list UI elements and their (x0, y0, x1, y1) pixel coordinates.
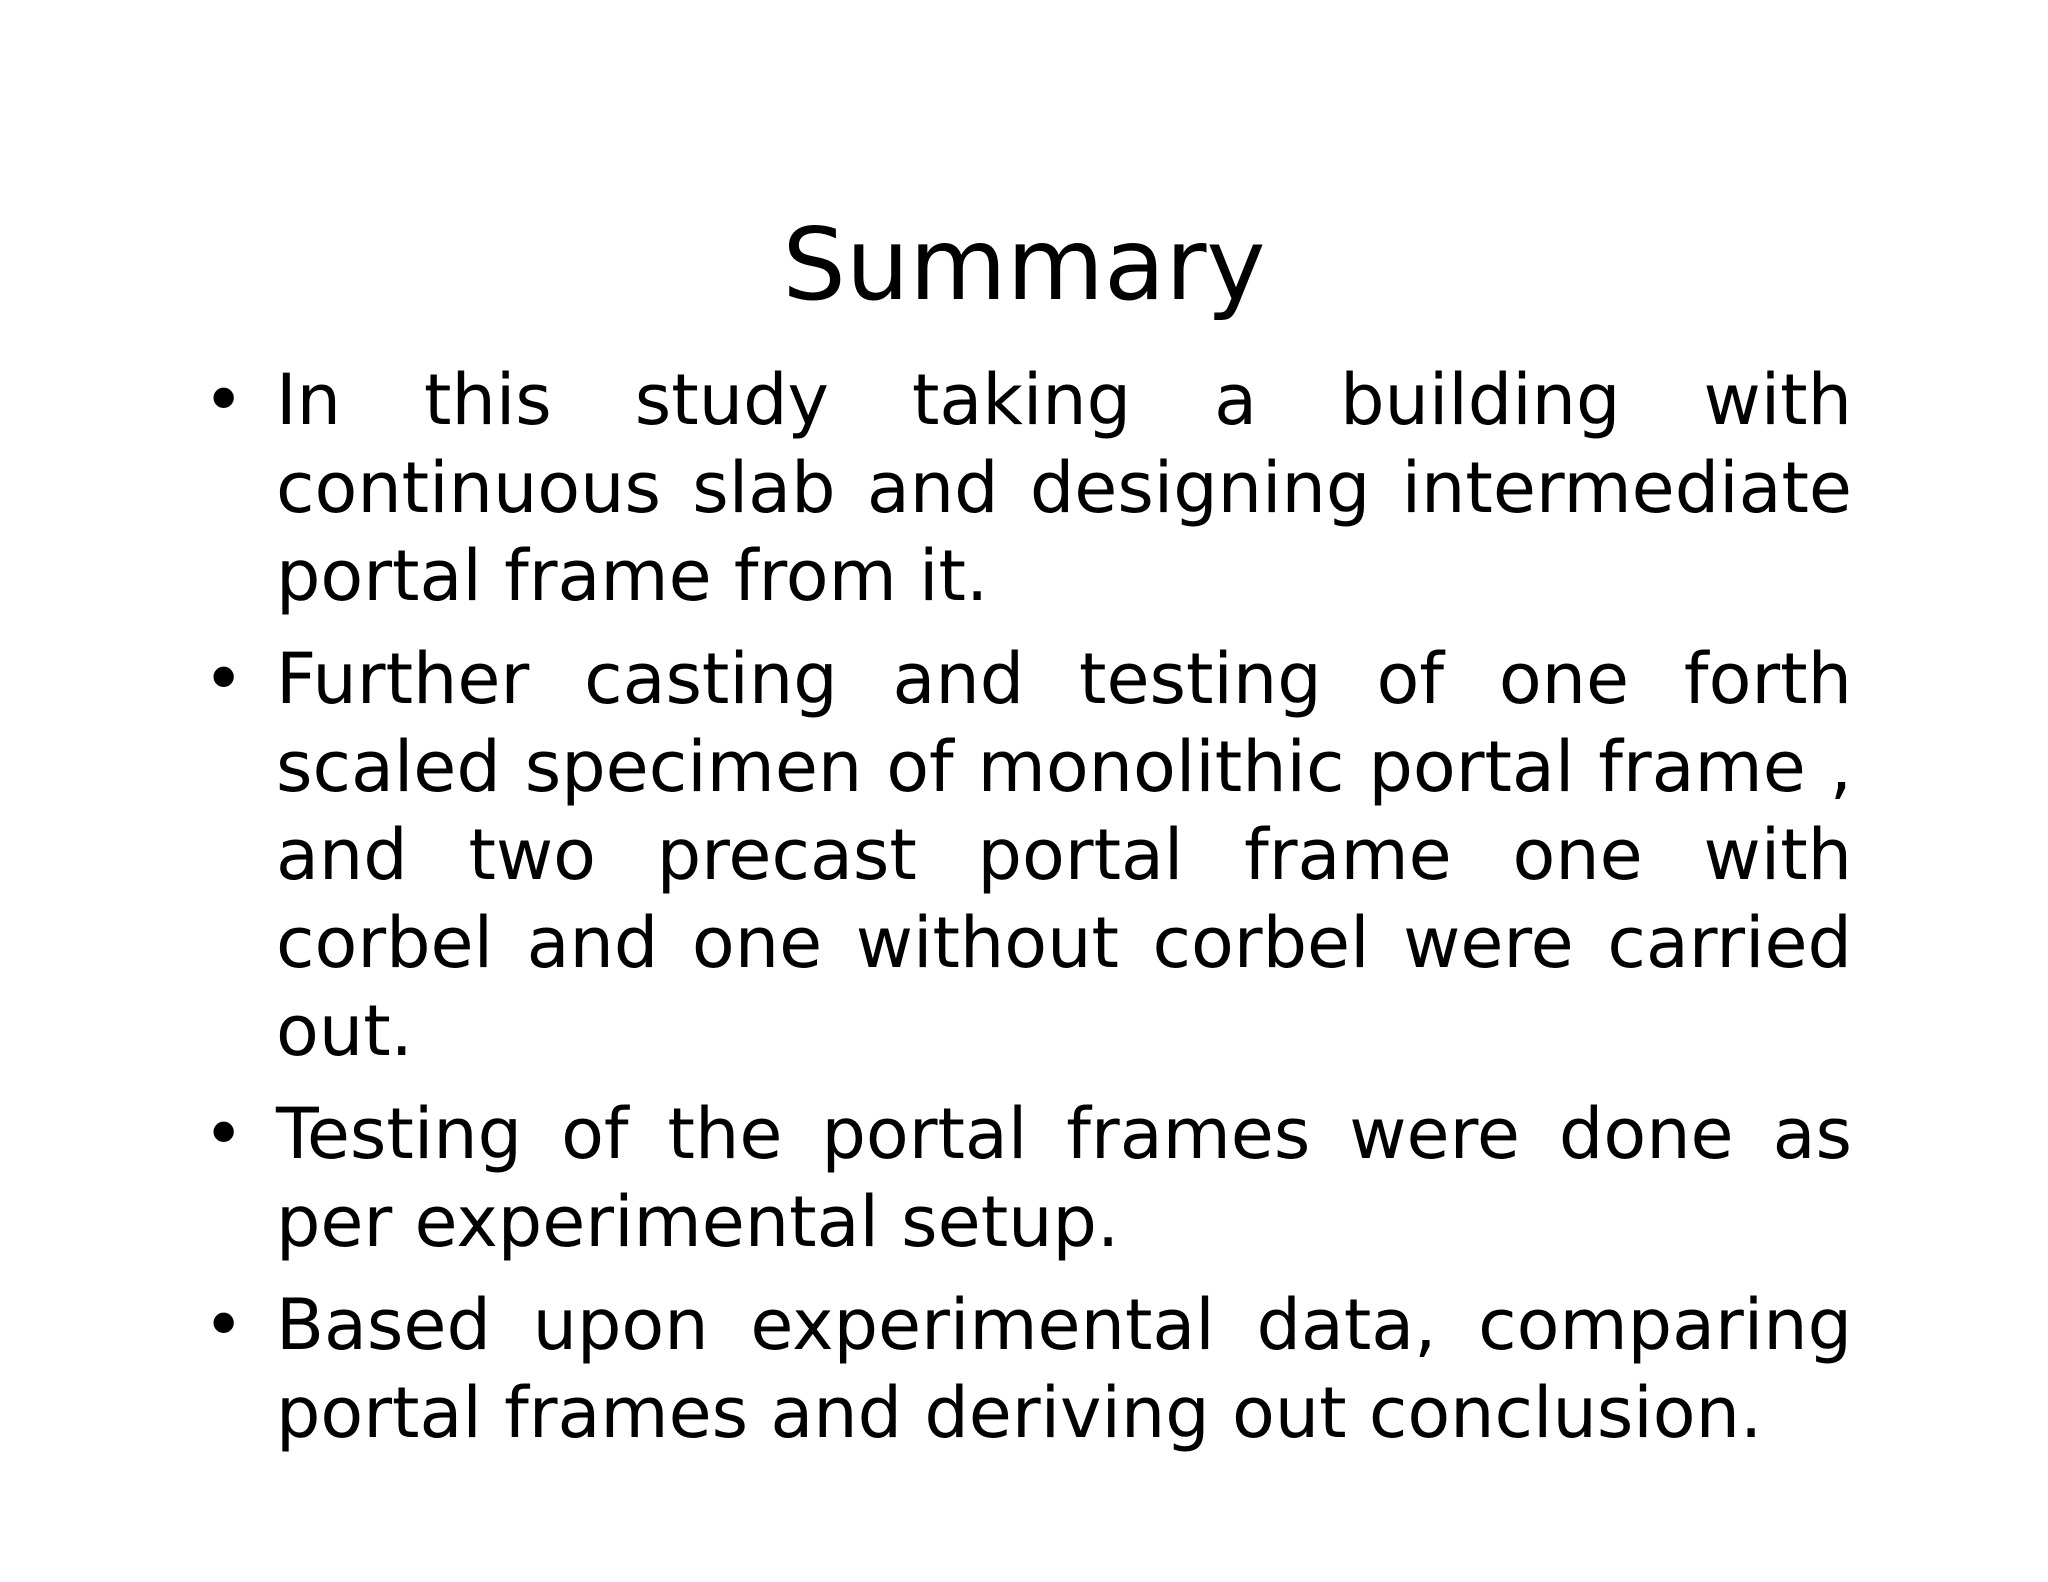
slide-title: Summary (782, 206, 1266, 323)
list-item (200, 356, 1852, 620)
bullet-icon: • (203, 638, 245, 720)
bullet-text: In this study taking a building with continuous slab and designing intermediate portal frame from it. (276, 359, 1852, 617)
list-item (200, 1090, 1852, 1266)
bullet-icon: • (203, 1284, 245, 1366)
bullet-text: Testing of the portal frames were done as per experimental setup. (276, 1093, 1852, 1263)
list-item (200, 1281, 1852, 1457)
bullet-text: Based upon experimental data, comparing portal frames and deriving out conclusion. (276, 1284, 1852, 1454)
bullet-icon: • (203, 359, 245, 441)
bullet-icon: • (203, 1093, 245, 1175)
bullet-list (200, 356, 1852, 1472)
bullet-text: Further casting and testing of one forth scaled specimen of monolithic portal frame , and two precast portal frame one with corbel and one without corbel were carried out. (276, 638, 1852, 1072)
list-item (200, 635, 1852, 1075)
